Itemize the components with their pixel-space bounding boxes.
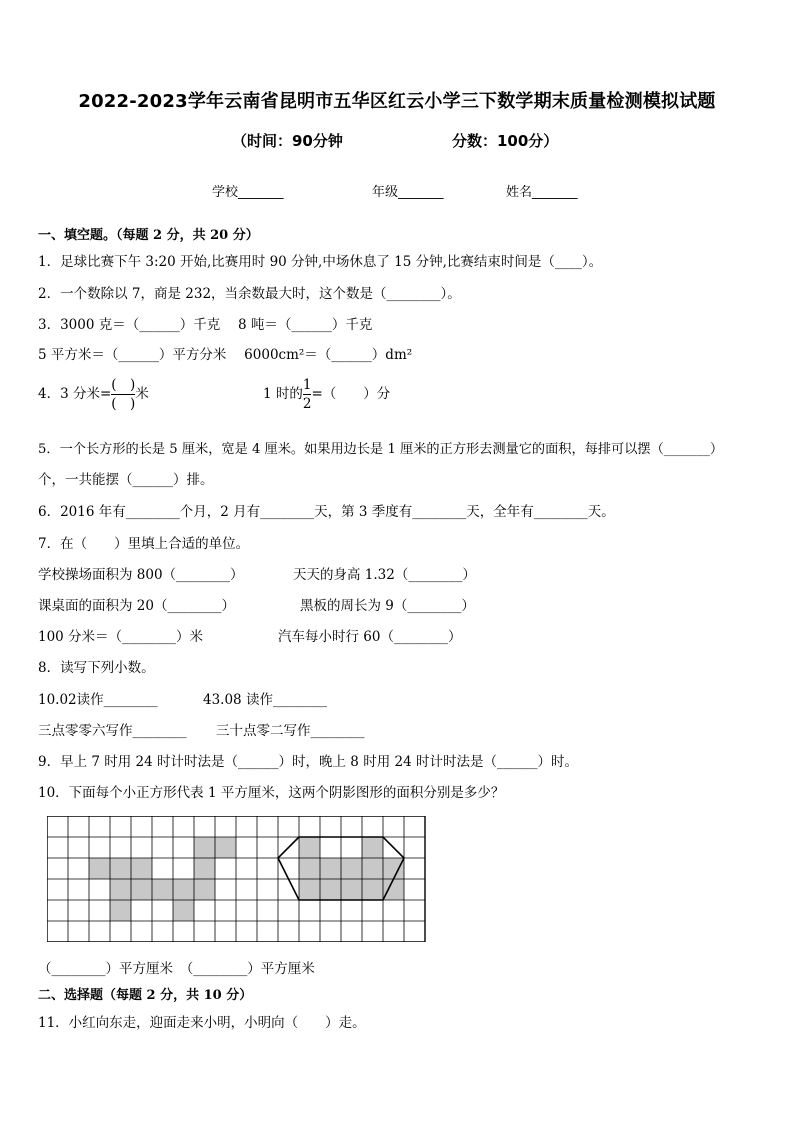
question-3a: 3．3000 克＝（______）千克 8 吨＝（______）千克	[38, 317, 373, 333]
question-7-item-4: 黑板的周长为 9（________）	[300, 598, 475, 614]
question-8-item-4: 三十点零二写作________	[216, 723, 365, 739]
section-2-heading: 二、选择题（每题 2 分，共 10 分）	[38, 988, 253, 1003]
question-10-answer: （________）平方厘米 （________）平方厘米	[38, 961, 315, 977]
question-6: 6．2016 年有________个月，2 月有________天，第 3 季度有________天，全年有________天。	[38, 504, 615, 520]
q4-unit: 米	[135, 386, 149, 402]
question-7: 7．在（ ）里填上合适的单位。	[38, 536, 250, 552]
question-2: 2．一个数除以 7，商是 232，当余数最大时，这个数是（________）。	[38, 286, 461, 302]
question-7-item-5: 100 分米＝（________）米	[38, 629, 204, 645]
question-8: 8．读写下列小数。	[38, 660, 155, 676]
shaded-cell	[110, 858, 131, 879]
shaded-cell	[194, 879, 215, 900]
shaded-cell	[89, 858, 110, 879]
question-8-item-1: 10.02读作________	[38, 692, 158, 708]
question-8-item-3: 三点零零六写作________	[38, 723, 187, 739]
q4b-numerator: 1	[302, 377, 312, 393]
q4-fraction	[111, 376, 135, 413]
question-3b: 5 平方米＝（______）平方分米 6000cm²＝（______）dm²	[38, 347, 413, 363]
exam-time: （时间：90分钟	[232, 132, 343, 150]
shaded-cell	[131, 879, 152, 900]
shaded-cell	[194, 837, 215, 858]
q4-prefix: 4．3 分米=	[38, 386, 112, 402]
q4b-suffix: =（ ）分	[311, 386, 391, 402]
shaded-cell	[131, 858, 152, 879]
area-grid-figure	[47, 816, 427, 942]
shaded-cell	[110, 900, 131, 921]
shaded-cell	[173, 900, 194, 921]
shaded-cell	[110, 879, 131, 900]
grade-field: 年级_______	[372, 185, 444, 200]
shaded-cell	[152, 879, 173, 900]
shaded-cell	[173, 879, 194, 900]
question-7-item-3: 课桌面的面积为 20（________）	[38, 598, 235, 614]
q4b-prefix: 1 时的	[263, 386, 303, 402]
q4-numerator: ( )	[111, 377, 136, 393]
question-7-item-1: 学校操场面积为 800（________）	[38, 567, 244, 583]
question-5a: 5．一个长方形的长是 5 厘米，宽是 4 厘米。如果用边长是 1 厘米的正方形去测量它的面积，每排可以摆（_______）	[38, 442, 724, 457]
school-field: 学校_______	[212, 185, 284, 200]
shaded-cell	[215, 837, 236, 858]
shaded-cell	[194, 858, 215, 879]
question-8-item-2: 43.08 读作________	[203, 692, 327, 708]
question-1: 1．足球比赛下午 3:20 开始,比赛用时 90 分钟,中场休息了 15 分钟,比赛结束时间是（____）。	[38, 254, 603, 270]
q4b-denominator: 2	[302, 396, 312, 412]
section-1-heading: 一、填空题。（每题 2 分，共 20 分）	[38, 228, 259, 243]
q4-denominator: ( )	[111, 396, 136, 412]
question-9: 9．早上 7 时用 24 时计时法是（______）时，晚上 8 时用 24 时计时法是（______）时。	[38, 754, 578, 770]
page-title: 2022-2023学年云南省昆明市五华区红云小学三下数学期末质量检测模拟试题	[78, 91, 716, 112]
question-11: 11．小红向东走，迎面走来小明，小明向（ ）走。	[38, 1015, 366, 1031]
exam-score: 分数：100分）	[452, 132, 559, 150]
question-4a	[38, 376, 149, 413]
name-field: 姓名_______	[506, 185, 578, 200]
question-7-item-2: 天天的身高 1.32（________）	[293, 567, 476, 583]
question-7-item-6: 汽车每小时行 60（________）	[278, 629, 462, 645]
question-10: 10．下面每个小正方形代表 1 平方厘米，这两个阴影图形的面积分别是多少？	[38, 785, 505, 801]
hexagon-outline	[278, 837, 404, 900]
question-5b: 个，一共能摆（______）排。	[38, 472, 214, 488]
question-4b	[263, 376, 390, 413]
